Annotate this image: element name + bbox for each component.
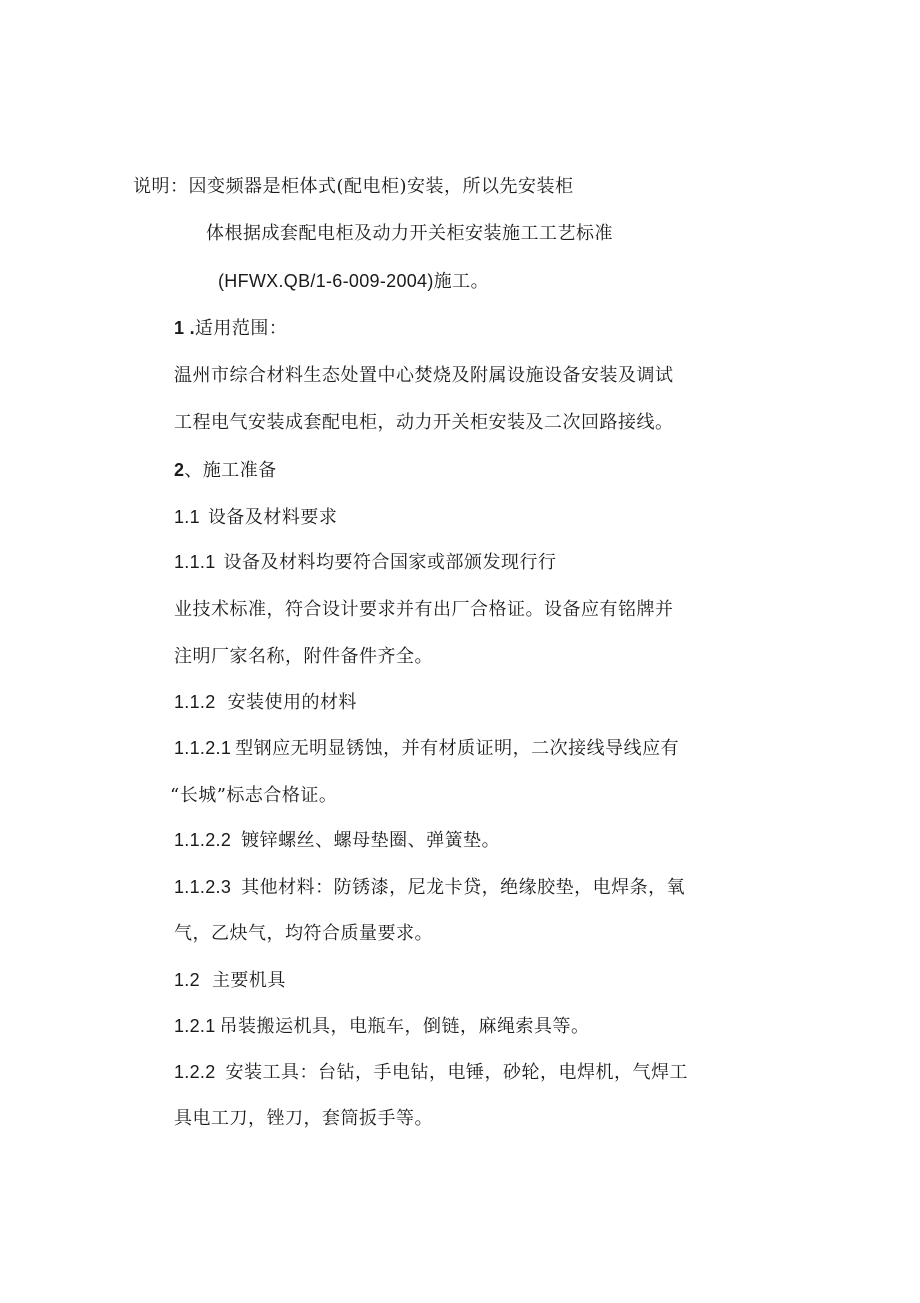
section-1-number: 1 . bbox=[174, 318, 195, 338]
item-1-2-2-line-2 bbox=[174, 1107, 433, 1131]
section-1-body-text-1: 温州市综合材料生态处置中心焚烧及附属设施设备安装及调试 bbox=[174, 365, 674, 386]
intro-line-3 bbox=[218, 269, 489, 294]
section-2-title: 、施工准备 bbox=[184, 460, 277, 481]
item-1-2-2-text-1: 安装工具：台钻，手电钻，电锤，砂轮，电焊机，气焊工 bbox=[225, 1062, 689, 1083]
subsection-1-1-1-line-2 bbox=[174, 598, 674, 622]
item-1-1-2-1-line-2 bbox=[170, 784, 337, 808]
subsection-1-1-1-line-1 bbox=[174, 550, 557, 575]
subsection-1-1-1-text-3: 注明厂家名称，附件备件齐全。 bbox=[174, 646, 433, 667]
item-1-1-2-3-line-1 bbox=[174, 875, 685, 900]
intro-text-1: 说明：因变频器是柜体式(配电柜)安装，所以先安装柜 bbox=[133, 176, 574, 197]
item-1-1-2-2-text: 镀锌螺丝、螺母垫圈、弹簧垫。 bbox=[241, 830, 501, 851]
subsection-1-2-number: 1.2 bbox=[174, 970, 200, 990]
section-1-heading bbox=[174, 316, 287, 341]
section-2-number: 2 bbox=[174, 460, 185, 480]
intro-text-2: 体根据成套配电柜及动力开关柜安装施工工艺标准 bbox=[206, 223, 613, 244]
intro-line-2 bbox=[206, 222, 613, 246]
section-1-body-line-2 bbox=[174, 411, 674, 435]
subsection-1-1-1-number: 1.1.1 bbox=[174, 552, 216, 572]
item-1-1-2-3-text-1: 其他材料：防锈漆，尼龙卡贷，绝缘胶垫，电焊条，氧 bbox=[241, 877, 686, 898]
item-1-1-2-3-text-2: 气，乙炔气，均符合质量要求。 bbox=[174, 923, 433, 944]
subsection-1-1-1-line-3 bbox=[174, 645, 433, 669]
item-1-1-2-1-text-2: “长城”标志合格证。 bbox=[170, 785, 338, 806]
item-1-1-2-3-line-2 bbox=[174, 922, 433, 946]
item-1-2-1-text: 吊装搬运机具，电瓶车，倒链，麻绳索具等。 bbox=[219, 1016, 590, 1037]
subsection-1-1-2-heading bbox=[174, 690, 357, 715]
section-1-body-line-1 bbox=[174, 364, 674, 388]
standard-code: (HFWX.QB/1-6-009-2004) bbox=[218, 271, 434, 291]
subsection-1-1-2-number: 1.1.2 bbox=[174, 692, 216, 712]
subsection-1-2-heading bbox=[174, 968, 286, 993]
item-1-2-2-line-1 bbox=[174, 1060, 688, 1085]
subsection-1-1-1-text-1: 设备及材料均要符合国家或部颁发现行行 bbox=[223, 552, 557, 573]
section-1-title: 适用范围： bbox=[194, 318, 288, 339]
subsection-1-2-title: 主要机具 bbox=[211, 970, 286, 991]
subsection-1-1-heading bbox=[174, 505, 337, 530]
item-1-1-2-2-number: 1.1.2.2 bbox=[174, 830, 232, 850]
subsection-1-1-2-title: 安装使用的材料 bbox=[227, 692, 358, 713]
intro-line-1 bbox=[133, 175, 574, 199]
item-1-1-2-3-number: 1.1.2.3 bbox=[174, 877, 232, 897]
item-1-1-2-1-number: 1.1.2.1 bbox=[174, 738, 232, 758]
item-1-2-2-text-2: 具电工刀，锉刀，套筒扳手等。 bbox=[174, 1108, 433, 1129]
intro-text-3: 施工。 bbox=[433, 271, 490, 292]
item-1-2-1-number: 1.2.1 bbox=[174, 1016, 216, 1036]
subsection-1-1-1-text-2: 业技术标准，符合设计要求并有出厂合格证。设备应有铭牌并 bbox=[174, 599, 674, 620]
section-1-body-text-2: 工程电气安装成套配电柜，动力开关柜安装及二次回路接线。 bbox=[174, 412, 674, 433]
item-1-2-1-line bbox=[174, 1014, 590, 1039]
subsection-1-1-title: 设备及材料要求 bbox=[207, 507, 338, 528]
item-1-1-2-2-line bbox=[174, 828, 500, 853]
section-2-heading bbox=[174, 458, 277, 483]
item-1-2-2-number: 1.2.2 bbox=[174, 1062, 216, 1082]
item-1-1-2-1-line-1 bbox=[174, 736, 679, 761]
item-1-1-2-1-text-1: 型钢应无明显锈蚀，并有材质证明，二次接线导线应有 bbox=[235, 738, 680, 759]
subsection-1-1-number: 1.1 bbox=[174, 507, 200, 527]
